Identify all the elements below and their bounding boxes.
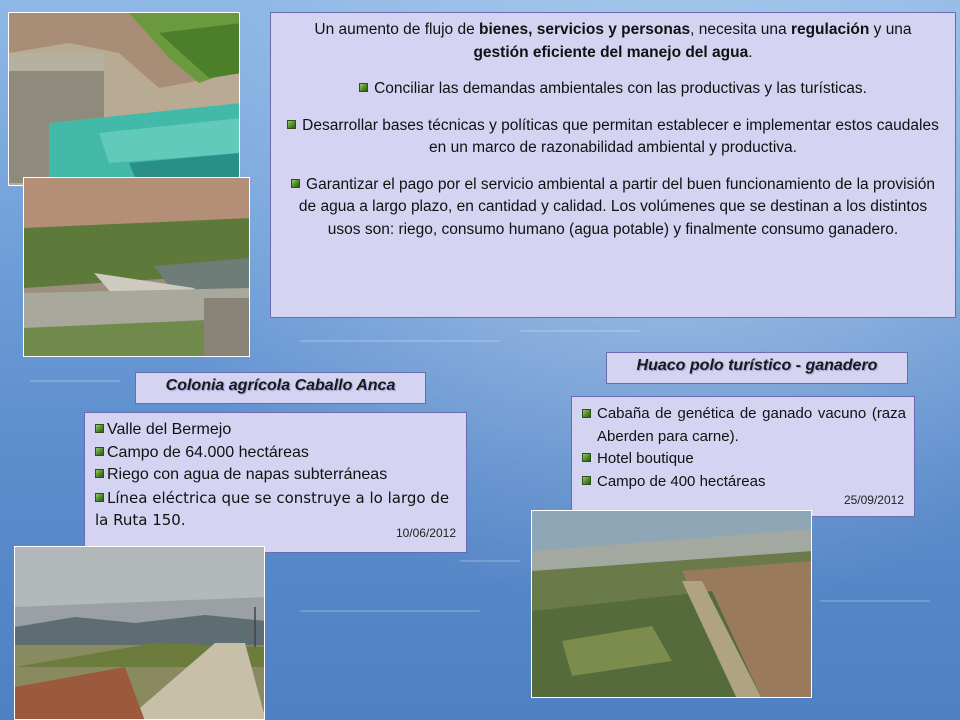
bullet-square-icon xyxy=(95,469,104,478)
intro-text-2: , necesita una xyxy=(690,21,791,38)
bullet-square-icon xyxy=(95,424,104,433)
list-item xyxy=(95,419,456,442)
road-photo xyxy=(14,546,265,720)
left-section-title: Colonia agrícola Caballo Anca xyxy=(135,372,426,404)
list-item-text: Hotel boutique xyxy=(597,450,694,467)
list-item-text: Campo de 64.000 hectáreas xyxy=(107,443,309,461)
right-info-box xyxy=(571,396,915,517)
intro-text-3: y una xyxy=(869,21,912,38)
bullet-item xyxy=(285,174,941,242)
bullet-square-icon xyxy=(291,179,300,188)
intro-text-4: . xyxy=(748,43,753,61)
list-item-text: Valle del Bermejo xyxy=(107,421,232,438)
list-item-text: Campo de 400 hectáreas xyxy=(597,472,766,490)
intro-bold-1: bienes, servicios y personas xyxy=(479,21,691,38)
intro-paragraph xyxy=(285,19,941,64)
dam-photo xyxy=(23,177,250,357)
right-date: 25/09/2012 xyxy=(843,492,904,507)
list-item-text: Línea eléctrica que se construye a lo largo de la Ruta 150. xyxy=(95,488,450,529)
left-info-box xyxy=(84,412,467,553)
bullet-square-icon xyxy=(95,493,104,502)
intro-bold-3: gestión eficiente del manejo del agua xyxy=(473,43,749,61)
canal-photo xyxy=(8,12,240,186)
list-item xyxy=(582,403,906,448)
bullet-square-icon xyxy=(359,83,368,92)
intro-text-1: Un aumento de flujo de xyxy=(314,21,480,38)
list-item xyxy=(582,448,906,471)
intro-bold-2: regulación xyxy=(790,21,870,38)
list-item-text: Riego con agua de napas subterráneas xyxy=(107,466,388,483)
list-item-text: Cabaña de genética de ganado vacuno (raza Aberden para carne). xyxy=(597,405,906,445)
right-section-title: Huaco polo turístico - ganadero xyxy=(606,352,908,384)
bullet-square-icon xyxy=(582,476,591,485)
top-text-box xyxy=(270,12,956,318)
bullet-item xyxy=(285,115,941,160)
bullet-text: Desarrollar bases técnicas y políticas que permitan establecer e implementar estos caudales en un marco de razonabilidad ambiental y productiva. xyxy=(302,116,939,156)
bullet-square-icon xyxy=(95,447,104,456)
bullet-item xyxy=(285,78,941,101)
list-item xyxy=(95,464,456,487)
bullet-square-icon xyxy=(287,120,296,129)
aerial-valley-photo xyxy=(531,510,812,698)
bullet-text: Garantizar el pago por el servicio ambiental a partir del buen funcionamiento de la provisión de agua a largo plazo, en cantidad y calidad. Los volúmenes que se destinan a los distintos usos son: riego, consumo humano (agua potable) y finalmente consumo ganadero. xyxy=(298,175,935,238)
bullet-text: Conciliar las demandas ambientales con las productivas y las turísticas. xyxy=(374,80,867,97)
bullet-square-icon xyxy=(582,453,591,462)
bullet-square-icon xyxy=(582,409,591,418)
list-item xyxy=(95,442,456,465)
left-date: 10/06/2012 xyxy=(395,525,456,540)
